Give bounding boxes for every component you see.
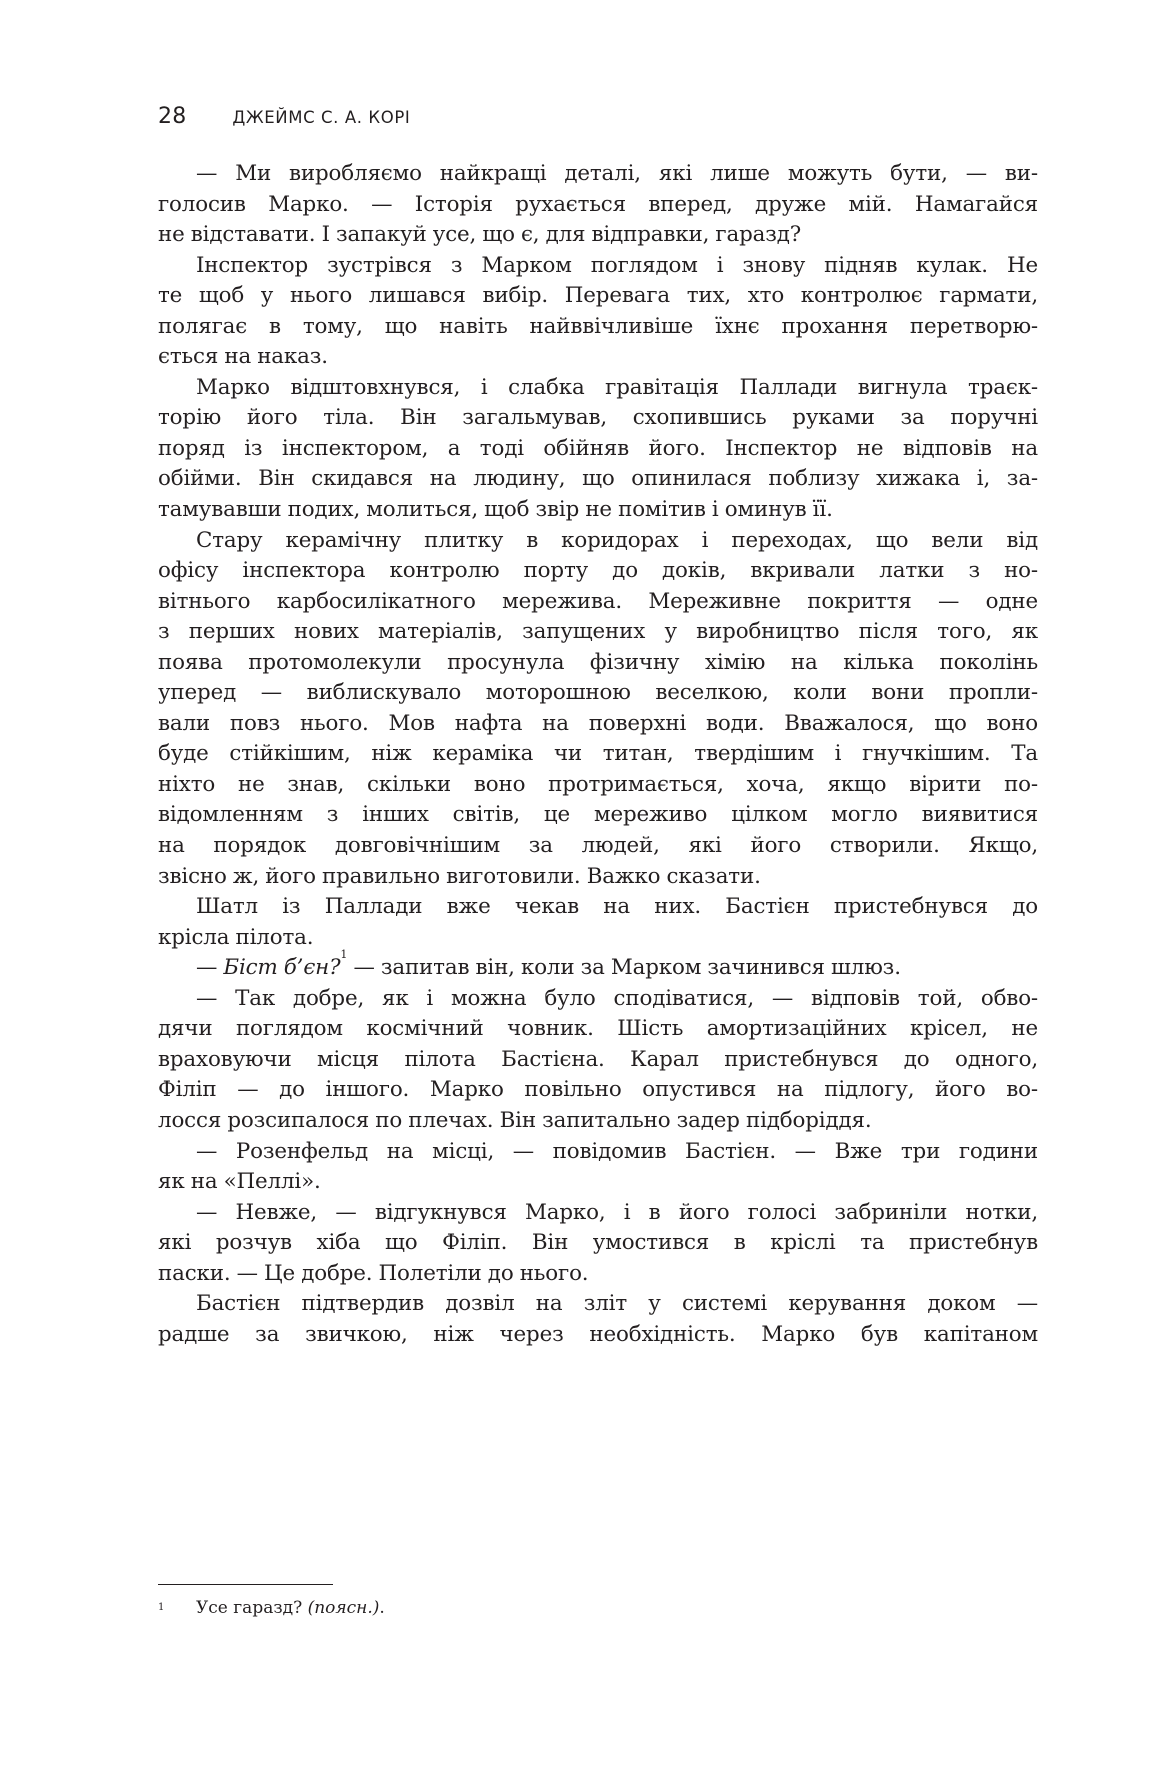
text-line [158, 862, 1038, 893]
text-line-content [158, 1106, 1038, 1137]
text-line-body: — Ми виробляємо найкращі деталі, які лише можуть бути, — ви- [196, 161, 1038, 186]
text-line-body: Філіп — до іншого. Марко повільно опустився на підлогу, його во- [158, 1077, 1038, 1103]
text-line-body: вітнього карбосилікатного мережива. Мереживне покриття — одне [158, 588, 1038, 614]
footnote-reference[interactable]: 1 [340, 948, 348, 962]
text-line-content [196, 892, 1038, 923]
text-line-body: буде стійкішим, ніж кераміка чи титан, твердішим і гнучкішим. Та [158, 741, 1038, 767]
text-line-body: Стару керамічну плитку в коридорах і переходах, що вели від [196, 527, 1038, 553]
text-line [158, 434, 1038, 465]
text-line [158, 159, 1038, 190]
text-line [158, 281, 1038, 312]
text-line-content [158, 312, 1038, 343]
text-line-content [158, 862, 1038, 893]
text-line [158, 739, 1038, 770]
text-line-content [158, 434, 1038, 465]
text-line [158, 373, 1038, 404]
text-line-content [196, 251, 1038, 282]
text-line-body: лосся розсипалося по плечах. Він запитально задер підборіддя. [158, 1107, 872, 1133]
footnote-divider [158, 1584, 333, 1585]
text-line-body: з перших нових матеріалів, запущених у виробництво після того, як [158, 619, 1038, 645]
text-line-body: — Невже, — відгукнувся Марко, і в його голосі забриніли нотки, [196, 1199, 1038, 1225]
text-line-content [158, 1075, 1038, 1106]
text-line-body: на порядок довговічнішим за людей, які його створили. Якщо, [158, 833, 1038, 859]
text-line-body: те щоб у нього лишався вибір. Перевага тих, хто контролює гармати, [158, 283, 1038, 309]
text-line [158, 587, 1038, 618]
text-line-content [158, 587, 1038, 618]
text-line-content [158, 190, 1038, 221]
text-line-body: полягає в тому, що навіть найввічливіше їхнє прохання перетворю- [158, 313, 1038, 339]
text-line [158, 556, 1038, 587]
text-line-content [158, 800, 1038, 831]
text-line-content [158, 281, 1038, 312]
text-line-body: вали повз нього. Мов нафта на поверхні води. Вважалося, що воно [158, 710, 1038, 736]
text-line-body: Марко відштовхнувся, і слабка гравітація Паллади вигнула траєк- [196, 374, 1038, 400]
footnote-text-trailing: . [379, 1598, 385, 1618]
text-line [158, 617, 1038, 648]
text-line-body: Інспектор зустрівся з Марком поглядом і знову підняв кулак. Не [196, 252, 1038, 278]
text-line-body: дячи поглядом космічний човник. Шість амортизаційних крісел, не [158, 1016, 1038, 1042]
text-line-content [158, 739, 1038, 770]
text-line-content [196, 159, 1038, 190]
text-line [158, 1014, 1038, 1045]
footnote-mark: 1 [158, 1602, 165, 1613]
footnote-text-main: Усе гаразд? [196, 1598, 308, 1618]
text-line-content [158, 403, 1038, 434]
text-line-content [158, 1259, 1038, 1290]
text-line-content [158, 770, 1038, 801]
text-line-content [196, 1137, 1038, 1168]
footnote [158, 1596, 385, 1623]
text-line [158, 526, 1038, 557]
text-line-content [158, 831, 1038, 862]
text-line [158, 1289, 1038, 1320]
text-line-body: поряд із інспектором, а тоді обійняв його. Інспектор не відповів на [158, 435, 1038, 461]
text-line-body: ніхто не знав, скільки воно протримається, хоча, якщо вірити по- [158, 771, 1038, 797]
text-line-content [196, 1289, 1038, 1320]
text-line [158, 403, 1038, 434]
text-line-content [158, 1228, 1038, 1259]
text-line-content [196, 373, 1038, 404]
text-line-body: — запитав він, коли за Марком зачинився шлюз. [353, 955, 901, 981]
text-line-content [158, 556, 1038, 587]
text-line [158, 495, 1038, 526]
text-line-body: які розчув хіба що Філіп. Він умостився в кріслі та пристебнув [158, 1230, 1038, 1256]
text-line-body: ється на наказ. [158, 344, 328, 370]
text-line-body: Бастієн підтвердив дозвіл на зліт у системі керування доком — [196, 1291, 1038, 1317]
text-line [158, 1198, 1038, 1229]
text-line-body: — Так добре, як і можна було сподіватися, — відповів той, обво- [196, 985, 1038, 1011]
text-line [158, 342, 1038, 373]
text-line-content [158, 1167, 1038, 1198]
text-line [158, 1320, 1038, 1351]
text-line-body: поява протомолекули просунула фізичну хімію на кілька поколінь [158, 649, 1038, 675]
text-line-body: офісу інспектора контролю порту до доків, вкривали латки з но- [158, 558, 1038, 584]
text-line [158, 1259, 1038, 1290]
italic-phrase: Біст б’єн? [223, 955, 341, 981]
text-line-content [158, 1045, 1038, 1076]
text-line-content [158, 342, 1038, 373]
text-line-content [158, 495, 1038, 526]
text-line [158, 1228, 1038, 1259]
text-line-body: крісла пілота. [158, 924, 314, 950]
running-head-author: ДЖЕЙМС С. А. КОРІ [232, 108, 411, 127]
text-line-content [158, 617, 1038, 648]
text-line [158, 923, 1038, 954]
text-line [158, 948, 1038, 984]
text-line-body: торію його тіла. Він загальмував, схопившись руками за поручні [158, 405, 1038, 431]
text-line-content [158, 648, 1038, 679]
text-line [158, 220, 1038, 251]
text-line [158, 1167, 1038, 1198]
text-line [158, 1106, 1038, 1137]
text-line [158, 892, 1038, 923]
text-line-body: радше за звичкою, ніж через необхідність. Марко був капітаном [158, 1321, 1038, 1347]
text-line [158, 648, 1038, 679]
text-line-body: не відставати. І запакуй усе, що є, для відправки, гаразд? [158, 222, 802, 248]
text-line [158, 678, 1038, 709]
text-line-body: — Розенфельд на місці, — повідомив Бастієн. — Вже три години [196, 1138, 1038, 1164]
footnote-text [196, 1596, 385, 1620]
text-line-content [158, 923, 1038, 954]
page-number: 28 [158, 104, 187, 129]
text-line-body: як на «Пеллі». [158, 1169, 321, 1195]
text-line [158, 1045, 1038, 1076]
text-line [158, 770, 1038, 801]
text-line-body: уперед — виблискувало моторошною веселкою, коли вони пропли- [158, 680, 1038, 706]
text-line [158, 1137, 1038, 1168]
text-line-body: відомленням з інших світів, це мереживо цілком могло виявитися [158, 802, 1038, 828]
text-line [158, 251, 1038, 282]
text-line-body: паски. — Це добре. Полетіли до нього. [158, 1260, 589, 1286]
text-line-content [158, 220, 1038, 251]
text-line-content [158, 464, 1038, 495]
text-line-body: враховуючи місця пілота Бастієна. Карал пристебнувся до одного, [158, 1046, 1038, 1072]
text-line-content [158, 678, 1038, 709]
text-line-body: звісно ж, його правильно виготовили. Важко сказати. [158, 863, 761, 889]
text-line-content [196, 948, 1038, 984]
text-line-body: Шатл із Паллади вже чекав на них. Бастієн пристебнувся до [196, 894, 1038, 920]
text-line [158, 464, 1038, 495]
text-line [158, 312, 1038, 343]
dialogue-dash: — [196, 955, 224, 981]
text-line [158, 709, 1038, 740]
text-line-content [196, 1198, 1038, 1229]
text-line [158, 190, 1038, 221]
text-line-content [196, 526, 1038, 557]
text-line-content [158, 1014, 1038, 1045]
text-line-body: обійми. Він скидався на людину, що опинилася поблизу хижака і, за- [158, 466, 1038, 492]
text-line [158, 831, 1038, 862]
text-line-content [196, 984, 1038, 1015]
text-line-content [158, 1320, 1038, 1351]
text-line-content [158, 709, 1038, 740]
text-line-body: тамувавши подих, молиться, щоб звір не помітив і оминув її. [158, 497, 833, 523]
running-head [158, 104, 410, 134]
footnote-text-italic: (поясн.) [307, 1598, 380, 1618]
text-line [158, 800, 1038, 831]
body-text [158, 159, 1038, 1350]
text-line [158, 1075, 1038, 1106]
text-line-body: голосив Марко. — Історія рухається вперед, друже мій. Намагайся [158, 191, 1038, 217]
text-line [158, 984, 1038, 1015]
